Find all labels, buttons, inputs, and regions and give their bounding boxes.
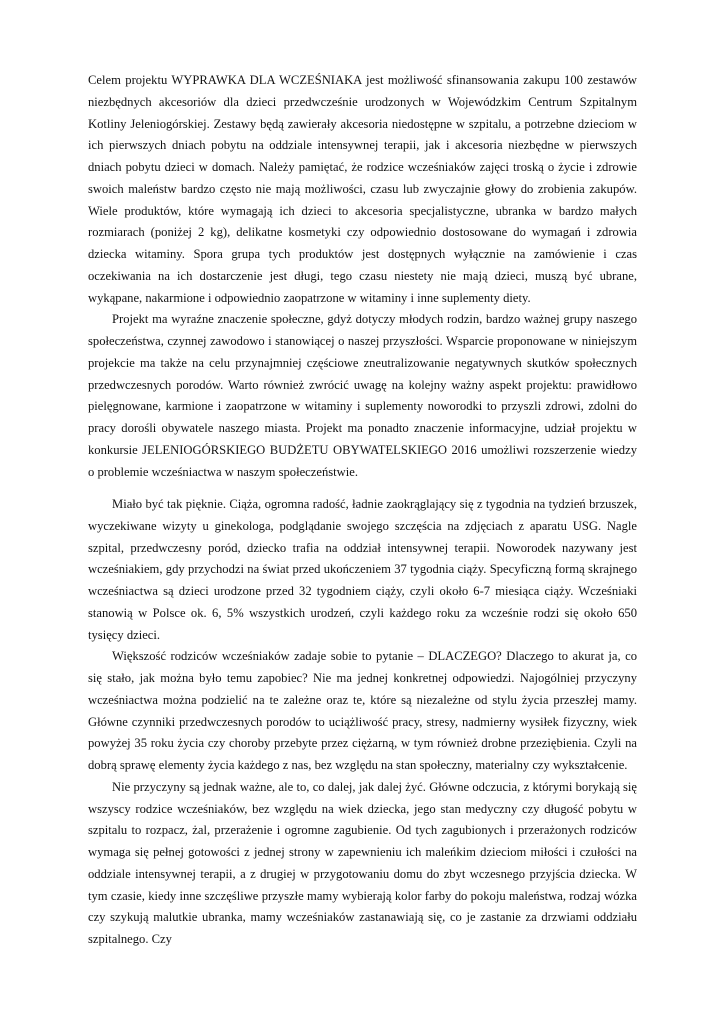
project-description-section (88, 70, 637, 483)
paragraph-pregnancy-story: Miało być tak pięknie. Ciąża, ogromna radość, ładnie zaokrąglający się z tygodnia na tydzień brzuszek, wyczekiwane wizyty u ginekologa, podglądanie swojego szczęścia na zdjęciach z aparatu USG. Nagle szpital, przedwczesny poród, dziecko trafia na oddział intensywnej terapii. Noworodek nazywany jest wcześniakiem, gdy przychodzi na świat przed ukończeniem 37 tygodnia ciąży. Specyficzną formą skrajnego wcześniactwa są dzieci urodzone przed 32 tygodniem ciąży, czyli około 6-7 miesiąca ciąży. Wcześniaki stanowią w Polsce ok. 6, 5% wszystkich urodzeń, czyli każdego roku za wcześnie rodzi się około 650 tysięcy dzieci. (88, 497, 637, 642)
paragraph-social-significance: Projekt ma wyraźne znaczenie społeczne, gdyż dotyczy młodych rodzin, bardzo ważnej grupy naszego społeczeństwa, czynnej zawodowo i stanowiącej o naszej przyszłości. Wsparcie proponowane w niniejszym projekcie ma także na celu przynajmniej częściowe zneutralizowanie negatywnych skutków społecznych przedwczesnych porodów. Warto również zwrócić uwagę na kolejny ważny aspekt projektu: prawidłowo pielęgnowane, karmione i zaopatrzone w witaminy i suplementy noworodki to przyszli zdrowi, zdolni do pracy dorośli obywatele naszego miasta. Projekt ma ponadto znaczenie informacyjne, udział projektu w konkursie JELENIOGÓRSKIEGO BUDŻETU OBYWATELSKIEGO 2016 umożliwi rozszerzenie wiedzy o problemie wcześniactwa w naszym społeczeństwie. (88, 312, 637, 479)
paragraph-causes: Większość rodziców wcześniaków zadaje sobie to pytanie – DLACZEGO? Dlaczego to akurat ja, co się stało, jak można było temu zapobiec? Nie ma jednej konkretnej odpowiedzi. Najogólniej przyczyny wcześniactwa można podzielić na te zależne oraz te, które są niezależne od stylu życia przeszłej mamy. Główne czynniki przedwczesnych porodów to uciążliwość pracy, stresy, nadmierny wysiłek fizyczny, wiek powyżej 35 roku życia czy choroby przebyte przez ciężarną, w tym również drobne przeziębienia. Czyli na dobrą sprawę elementy życia każdego z nas, bez względu na stan społeczny, materialny czy wykształcenie. (88, 649, 637, 772)
paragraph-project-goal: Celem projektu WYPRAWKA DLA WCZEŚNIAKA jest możliwość sfinansowania zakupu 100 zestawów niezbędnych akcesoriów dla dzieci przedwcześnie urodzonych w Wojewódzkim Centrum Szpitalnym Kotliny Jeleniogórskiej. Zestawy będą zawierały akcesoria niedostępne w szpitalu, a potrzebne dzieciom w ich pierwszych dniach pobytu na oddziale intensywnej terapii, jak i akcesoria niezbędne w pierwszych dniach pobytu dzieci w domach. Należy pamiętać, że rodzice wcześniaków zajęci troską o życie i zdrowie swoich maleństw bardzo często nie mają możliwości, czasu lub zwyczajnie głowy do zrobienia zakupów. Wiele produktów, które wymagają ich dzieci to akcesoria specjalistyczne, ubranka w bardzo małych rozmiarach (poniżej 2 kg), delikatne kosmetyki czy odpowiednio dostosowane do wymagań i zdrowia dziecka witaminy. Spora grupa tych produktów jest dostępnych wyłącznie na zamówienie i czas oczekiwania na ich dostarczenie jest długi, tego czasu niestety nie mają dzieci, muszą być ubrane, wykąpane, nakarmione i odpowiednio zaopatrzone w witaminy i inne suplementy diety. (88, 73, 637, 305)
prematurity-background-section (88, 494, 637, 951)
paragraph-parents-feelings: Nie przyczyny są jednak ważne, ale to, co dalej, jak dalej żyć. Główne odczucia, z którymi borykają się wszyscy rodzice wcześniaków, bez względu na wiek dziecka, jego stan medyczny czy długość pobytu w szpitalu to rozpacz, żal, przerażenie i ogromne zagubienie. Od tych zagubionych i przerażonych rodziców wymaga się pełnej gotowości z jednej strony w zapewnieniu ich maleńkim dzieciom miłości i czułości na oddziale intensywnej terapii, a z drugiej w przygotowaniu domu do zbyt wczesnego przyjścia dziecka. W tym czasie, kiedy inne szczęśliwe przyszłe mamy wybierają kolor farby do pokoju maleństwa, rodzaj wózka czy szykują malutkie ubranka, mamy wcześniaków zastanawiają się, co je zastanie za drzwiami oddziału szpitalnego. Czy (88, 779, 637, 946)
